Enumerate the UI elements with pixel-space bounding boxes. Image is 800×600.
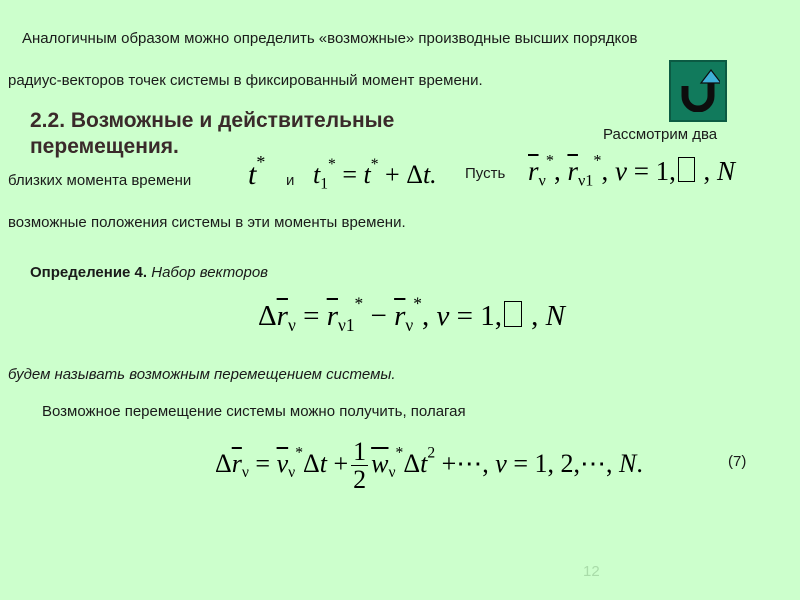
- definition-label: Определение 4.: [30, 264, 148, 281]
- consider-text: Рассмотрим два: [603, 126, 718, 143]
- formula-displacement-expansion: $\Delta\overline{r}_\nu = \overline{v}_\nu^*\Delta t$ + $\frac{1}{2}$ $\overline{w}_\nu^*\Delta t^2$ +⋯, ν = 1, 2,⋯, N.: [215, 437, 643, 495]
- obtain-text: Возможное перемещение системы можно получить, полагая: [42, 403, 466, 420]
- definition: [30, 264, 268, 281]
- return-arrow-icon: [676, 66, 720, 117]
- formula-t-star: t*: [248, 151, 266, 191]
- definition-text: Набор векторов: [147, 264, 268, 281]
- intro-line-2: радиус-векторов точек системы в фиксированный момент времени.: [8, 72, 483, 89]
- positions-text: возможные положения системы в эти моменты времени.: [8, 214, 406, 231]
- close-moments-text: близких момента времени: [8, 172, 192, 189]
- equation-number: (7): [728, 453, 747, 470]
- section-heading: 2.2. Возможные и действительные перемещения.: [30, 109, 395, 158]
- displacement-text: будем называть возможным перемещением системы.: [8, 366, 396, 383]
- let-word: Пусть: [465, 165, 506, 182]
- formula-positions-set: $\overline{r}_\nu^*$, $\overline{r}_{\nu 1}^*$, ν = 1, , N: [528, 151, 736, 190]
- and-word: и: [286, 172, 295, 189]
- formula-t1-star: $t_1^* = t^* + \Delta t$.: [313, 155, 437, 193]
- back-button[interactable]: [669, 60, 727, 122]
- page-number: 12: [583, 563, 600, 580]
- intro-line-1: Аналогичным образом можно определить «возможные» производные высших порядков: [22, 30, 638, 47]
- formula-displacement-def: $\Delta\overline{r}_\nu = \overline{r}_{\nu 1}^* - \overline{r}_\nu^*$, ν = 1, , N: [258, 293, 565, 336]
